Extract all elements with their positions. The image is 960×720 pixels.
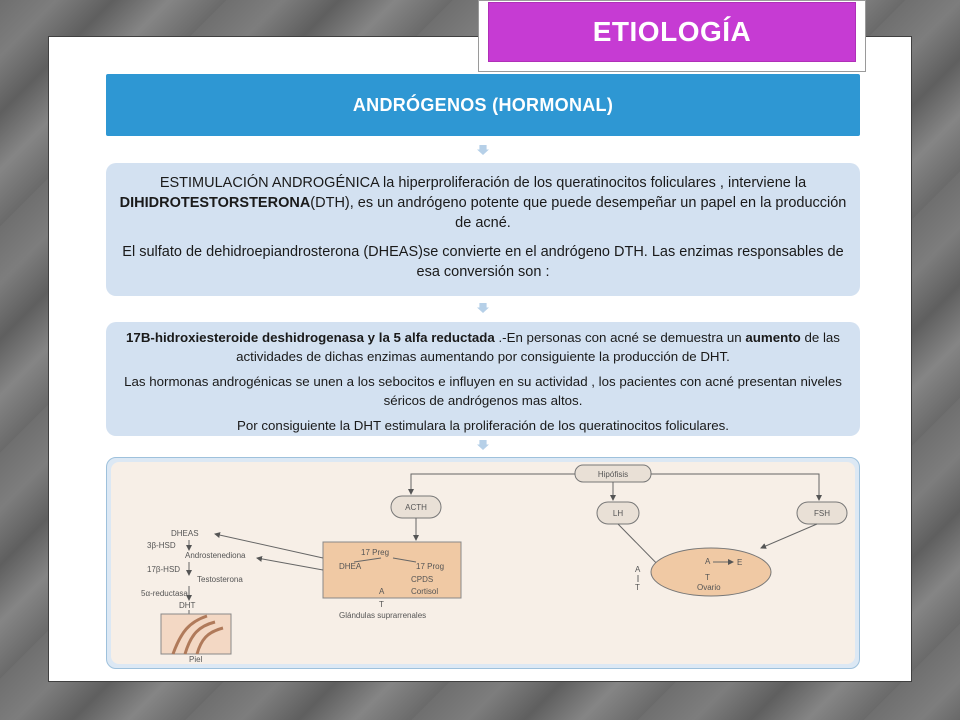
box1-paragraph-2: El sulfato de dehidroepiandrosterona (DHEAS)se convierte en el andrógeno DTH. Las enzimas responsables de esa conversión son : xyxy=(122,244,844,280)
dht-label: DHT xyxy=(179,601,196,610)
header-label: ANDRÓGENOS (HORMONAL) xyxy=(352,94,614,115)
glandulas-label: Glándulas suprarrenales xyxy=(339,611,427,620)
reductasa-label: 5α-reductasa xyxy=(141,589,188,598)
title-box xyxy=(488,2,856,62)
dheas-label: DHEAS xyxy=(171,529,199,538)
header-bar xyxy=(106,74,860,136)
acth-label: ACTH xyxy=(405,503,427,512)
testosterona-label: Testosterona xyxy=(197,575,243,584)
box2-bold-aumento: aumento xyxy=(745,330,801,345)
t-ov-label: T xyxy=(705,573,710,582)
lh-label: LH xyxy=(612,509,624,518)
hsd17-label: 17β-HSD xyxy=(147,565,181,574)
box2-bold-enzymes: 17B-hidroxiesteroide deshidrogenasa y la 5 alfa reductada xyxy=(126,330,495,345)
cpds-label: CPDS xyxy=(411,575,434,584)
box2-text-a: .-En personas con acné se demuestra un xyxy=(494,330,746,345)
a-ov-label: A xyxy=(705,557,711,566)
hormone-diagram-svg xyxy=(111,462,855,664)
dhea-label: DHEA xyxy=(339,562,362,571)
hipofisis-label: Hipófisis xyxy=(597,470,629,479)
preg17-label: 17 Preg xyxy=(361,548,390,557)
box1-text-b: (DTH), es un andrógeno potente que puede desempeñar un papel en la producción de acné. xyxy=(310,195,847,231)
a-left-label: A xyxy=(635,565,641,574)
a-small-label: A xyxy=(379,587,385,596)
arrow-hipofisis-fsh xyxy=(651,474,819,500)
ovario-label: Ovario xyxy=(697,583,721,592)
arrow-fsh-ovary xyxy=(761,524,817,548)
hormone-diagram xyxy=(111,462,855,664)
piel-label: Piel xyxy=(189,655,203,664)
box2-paragraph-1 xyxy=(114,328,852,366)
box2-paragraph-2: Las hormonas androgénicas se unen a los sebocitos e influyen en su actividad , los pacientes con acné presentan niveles séricos de andrógenos mas altos. xyxy=(124,374,842,408)
box2-text-b: de las actividades de dichas enzimas aumentando por consiguiente la producción de DHT. xyxy=(236,330,840,364)
box1-paragraph-1 xyxy=(114,173,852,233)
content-box-2 xyxy=(106,322,860,436)
box2-paragraph-3: Por consiguiente la DHT estimulara la proliferación de los queratinocitos foliculares. xyxy=(237,418,729,433)
content-box-1 xyxy=(106,163,860,296)
box1-text-a: ESTIMULACIÓN ANDROGÉNICA la hiperproliferación de los queratinocitos foliculares , interviene la xyxy=(159,175,807,191)
e-ov-label: E xyxy=(737,558,743,567)
cortisol-label: Cortisol xyxy=(411,587,439,596)
slide-title: ETIOLOGÍA xyxy=(592,16,752,47)
t-left-label: T xyxy=(635,583,640,592)
box1-bold-term: DIHIDROTESTORSTERONA xyxy=(119,195,311,211)
t-small-label: T xyxy=(379,600,384,609)
arrow-dhea-andro xyxy=(257,558,323,570)
fsh-label: FSH xyxy=(814,509,830,518)
androstenediona-label: Androstenediona xyxy=(185,551,246,560)
prog17-label: 17 Prog xyxy=(416,562,445,571)
arrow-hipofisis-acth xyxy=(411,474,575,494)
hsd3-label: 3β-HSD xyxy=(147,541,176,550)
diagram-box xyxy=(106,457,860,669)
